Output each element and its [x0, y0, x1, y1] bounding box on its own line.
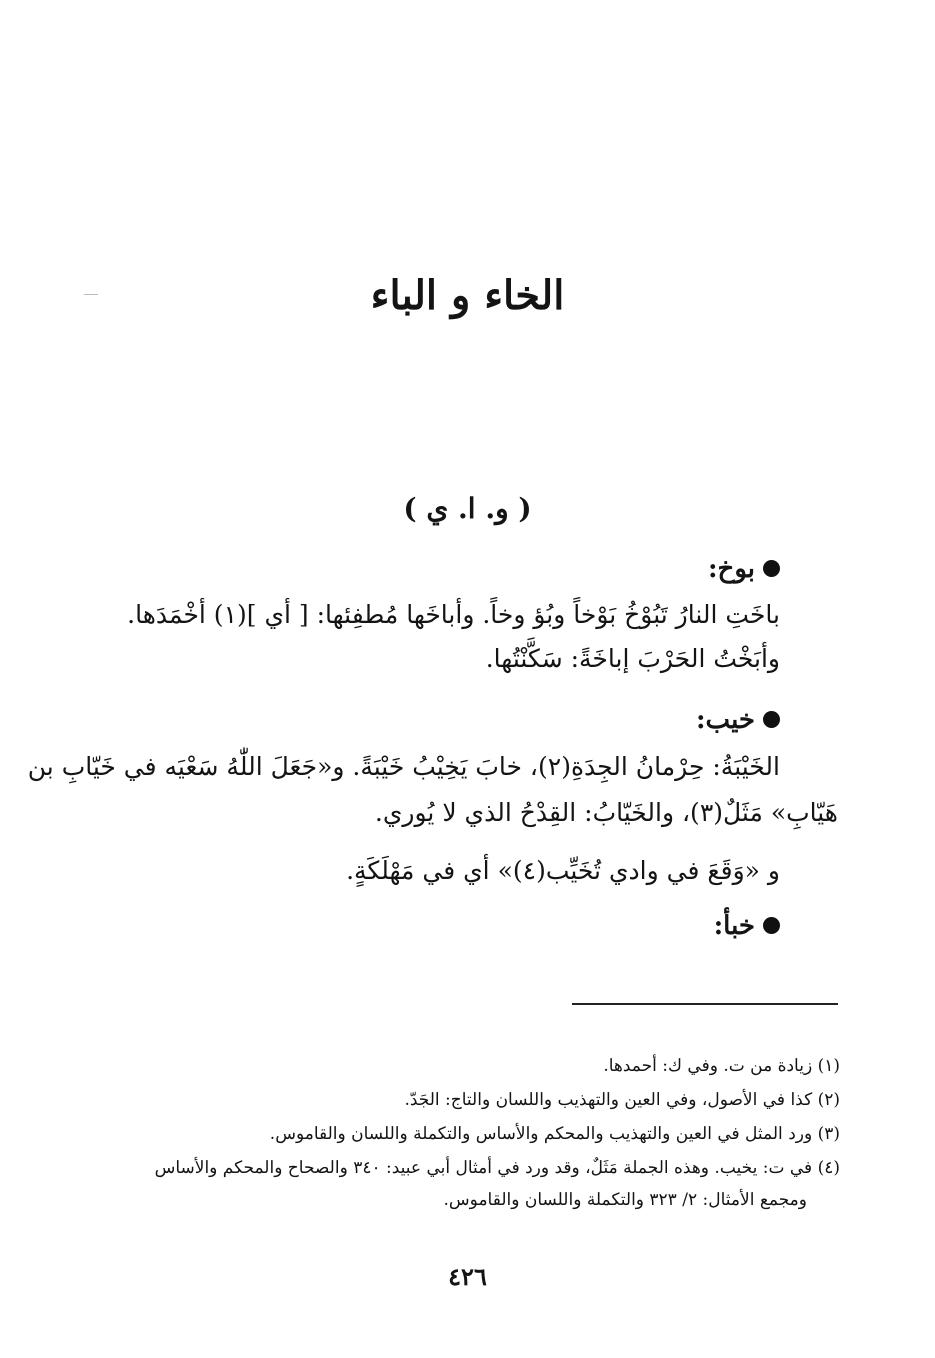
footnote: (٣) ورد المثل في العين والتهذيب والمحكم والأساس والتكملة واللسان والقاموس.	[269, 1124, 840, 1144]
entry-headword-bawkh	[708, 554, 780, 584]
entry-headword-khaba	[714, 911, 780, 941]
bullet-icon	[763, 917, 780, 934]
footnote: (٤) في ت: يخيب. وهذه الجملة مَثَلٌ، وقد ورد في أمثال أبي عبيد: ٣٤٠ والصحاح والمحكم والأساس	[154, 1158, 840, 1178]
bullet-icon	[763, 560, 780, 577]
headword-text: خبأ:	[713, 911, 755, 941]
footnote-separator	[572, 1003, 838, 1005]
entry-line: هَيّابِ» مَثَلٌ(٣)، والخَيّابُ: القِدْحُ الذي لا يُوري.	[374, 798, 838, 827]
page-number: ٤٢٦	[448, 1262, 487, 1291]
entry-line: و «وَقَعَ في وادي تُخَيِّب(٤)» أي في مَهْلَكَةٍ.	[346, 856, 780, 885]
footnote: (١) زيادة من ت. وفي ك: أحمدها.	[603, 1056, 840, 1076]
entry-line: باخَتِ النارُ تَبُوْخُ بَوْخاً وبُؤ وخاً. وأباخَها مُطفِئها: [ أي ](١) أخْمَدَها.	[127, 600, 780, 629]
section-heading: ( و. ا. ي )	[403, 492, 532, 525]
headword-text: خيب:	[695, 705, 755, 735]
headword-text: بوخ:	[707, 554, 755, 584]
entry-headword-khayb	[696, 705, 780, 735]
footnote: (٢) كذا في الأصول، وفي العين والتهذيب واللسان والتاج: الجَدّ.	[404, 1090, 840, 1110]
footnote-continuation: ومجمع الأمثال: ٢/ ٣٢٣ والتكملة واللسان والقاموس.	[443, 1190, 807, 1210]
entry-line: وأبَخْتُ الحَرْبَ إباخَةً: سَكَّنْتُها.	[485, 644, 780, 673]
chapter-title: الخاء و الباء	[370, 272, 565, 319]
entry-line: الخَيْبَةُ: حِرْمانُ الجِدَةِ(٢)، خابَ يَخِيْبُ خَيْبَةً. و«جَعَلَ اللّٰهُ سَعْيَه في خَيّابِ بن	[27, 752, 780, 781]
bullet-icon	[763, 711, 780, 728]
